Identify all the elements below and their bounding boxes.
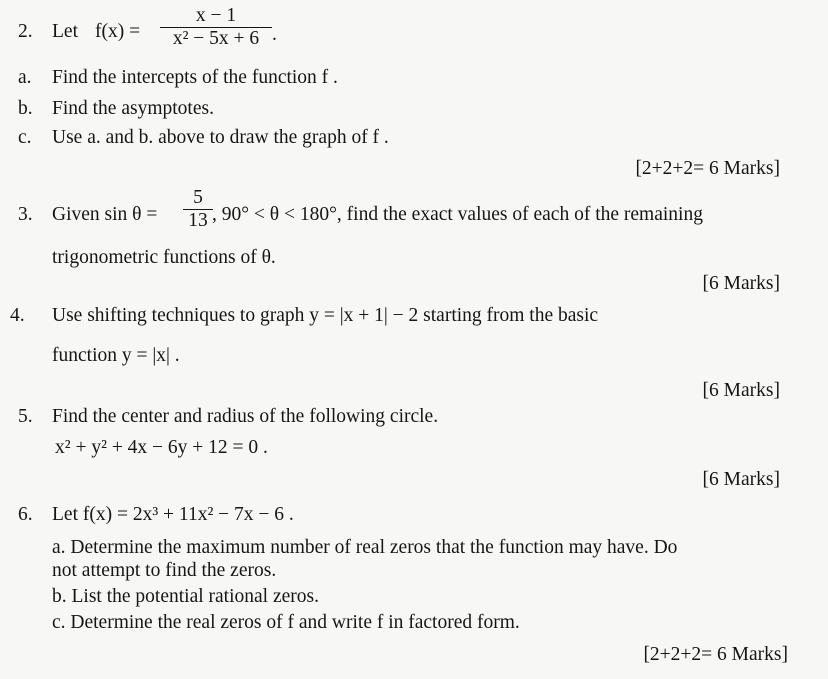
problem-text: , 90° < θ < 180°, find the exact values of each of the remaining bbox=[212, 204, 703, 225]
problem-text: Find the center and radius of the following circle. bbox=[52, 406, 439, 427]
function-lhs: f(x) = bbox=[95, 21, 141, 42]
fraction-denominator: x² − 5x + 6 bbox=[172, 28, 260, 49]
rational-function-fraction bbox=[160, 6, 272, 49]
problem-lead: Let bbox=[52, 21, 78, 42]
fraction-numerator: x − 1 bbox=[195, 5, 237, 26]
part-text: not attempt to find the zeros. bbox=[52, 560, 277, 581]
sine-fraction bbox=[183, 188, 213, 231]
marks-label: [2+2+2= 6 Marks] bbox=[643, 644, 788, 665]
problem-number: 6. bbox=[18, 504, 33, 525]
problem-text: Use shifting techniques to graph y = |x + 1| − 2 starting from the basic bbox=[52, 305, 599, 326]
marks-label: [6 Marks] bbox=[702, 380, 780, 401]
part-text: Find the asymptotes. bbox=[52, 98, 214, 119]
part-text: b. List the potential rational zeros. bbox=[52, 586, 319, 607]
problem-number: 4. bbox=[10, 305, 25, 326]
part-letter: a. bbox=[18, 67, 32, 88]
part-text: Use a. and b. above to draw the graph of f . bbox=[52, 127, 389, 148]
problem-text-line2: function y = |x| . bbox=[52, 345, 180, 366]
problem-text-line2: trigonometric functions of θ. bbox=[52, 247, 276, 268]
marks-label: [6 Marks] bbox=[702, 273, 780, 294]
problem-number: 5. bbox=[18, 406, 33, 427]
part-text: a. Determine the maximum number of real zeros that the function may have. Do bbox=[52, 537, 678, 558]
circle-equation: x² + y² + 4x − 6y + 12 = 0 . bbox=[55, 437, 268, 458]
part-letter: c. bbox=[18, 127, 32, 148]
part-text: c. Determine the real zeros of f and write f in factored form. bbox=[52, 612, 520, 633]
problem-number: 2. bbox=[18, 21, 33, 42]
fraction-denominator: 13 bbox=[188, 210, 208, 231]
problem-number: 3. bbox=[18, 204, 33, 225]
part-text: Find the intercepts of the function f . bbox=[52, 67, 338, 88]
problem-lead: Given sin θ = bbox=[52, 204, 158, 225]
part-letter: b. bbox=[18, 98, 33, 119]
marks-label: [2+2+2= 6 Marks] bbox=[635, 158, 780, 179]
fraction-numerator: 5 bbox=[193, 187, 203, 208]
marks-label: [6 Marks] bbox=[702, 469, 780, 490]
function-trail: . bbox=[272, 24, 277, 45]
problem-text: Let f(x) = 2x³ + 11x² − 7x − 6 . bbox=[52, 504, 294, 525]
